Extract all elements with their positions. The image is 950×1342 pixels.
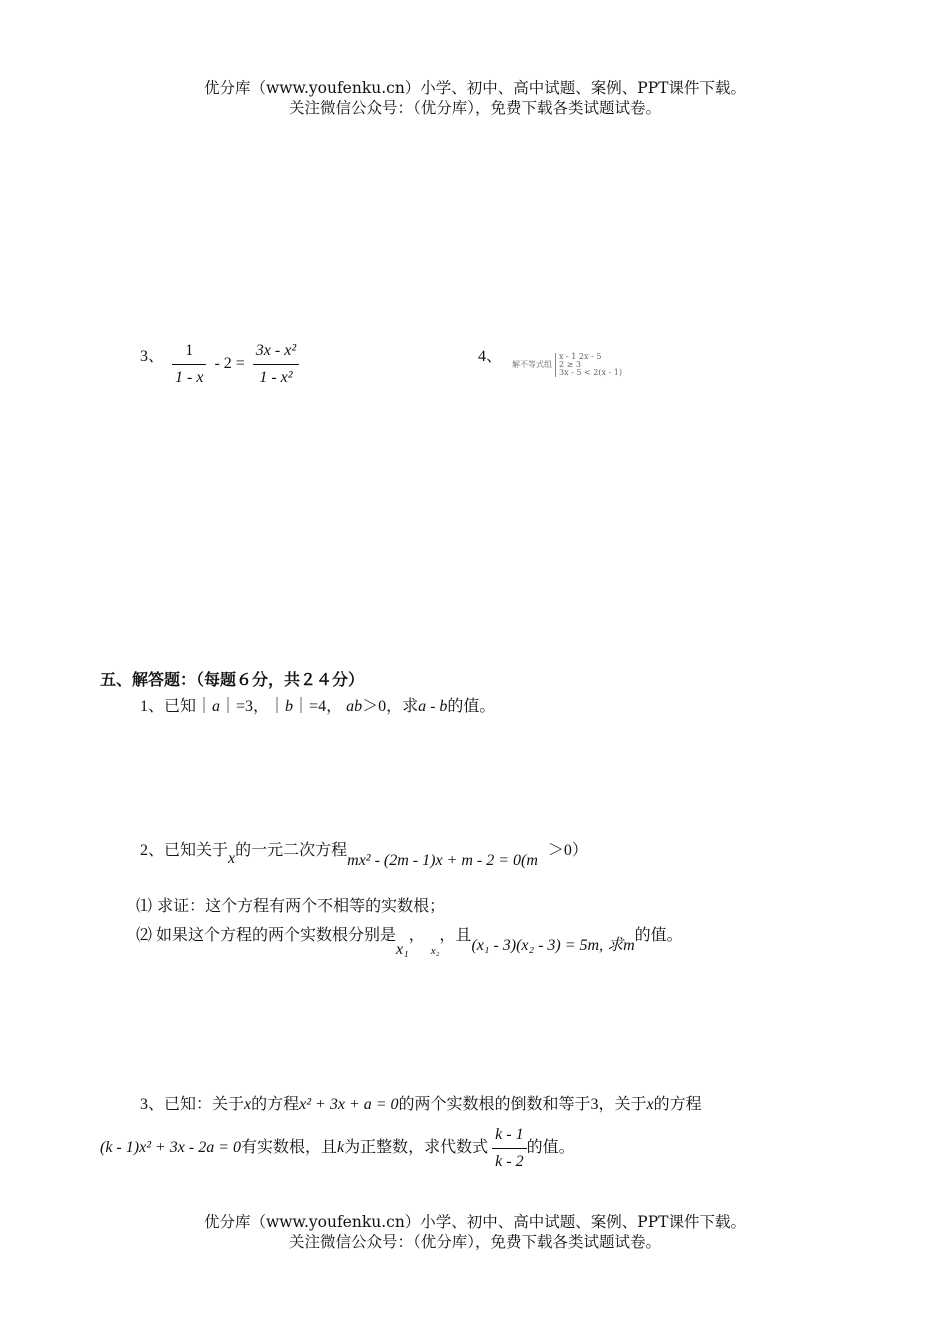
q2-label: 2、已知关于 xyxy=(140,842,229,859)
system-brace xyxy=(555,353,556,377)
q3-line-1b: 的方程 xyxy=(251,1096,300,1113)
q2-sub-2a: ⑵ 如果这个方程的两个实数根分别是 xyxy=(136,927,397,944)
q3-line-1d: 的方程 xyxy=(653,1096,702,1113)
problem-4-label: 4、 xyxy=(478,348,503,365)
q2-var-x: x xyxy=(228,850,236,867)
fraction-1-numerator: 1 xyxy=(172,340,206,365)
q2-condition: ＞0） xyxy=(547,842,588,859)
inequality-row-1b: 2 ≥ 3 xyxy=(559,360,581,369)
q2-comma: ， xyxy=(408,927,425,944)
q2-x2: x₂ xyxy=(430,945,440,957)
q3-var-k: k xyxy=(337,1139,345,1157)
inequality-rows xyxy=(559,353,622,377)
q2-sub-2-equation: (x₁ - 3)(x₂ - 3) = 5m, 求m xyxy=(471,937,635,954)
q2-mid: 的一元二次方程 xyxy=(235,842,348,859)
inequality-row-1: x - 1 2x - 5 xyxy=(559,352,602,361)
q3-line-1a: 3、已知：关于 xyxy=(140,1096,245,1113)
q3-line-1c: 的两个实数根的倒数和等于3，关于 xyxy=(398,1096,647,1113)
problem-3-equation xyxy=(172,340,299,389)
q1-mid-2: ｜=4， xyxy=(293,698,343,715)
question-3-line-1 xyxy=(140,1094,702,1116)
fraction-2-numerator: 3x - x² xyxy=(253,340,299,365)
fraction-2 xyxy=(253,340,299,389)
header-line-1: 优分库（www.youfenku.cn）小学、初中、高中试题、案例、PPT课件下载。 xyxy=(203,79,747,97)
q3-equation-1: x² + 3x + a = 0 xyxy=(299,1096,399,1113)
q2-sub-2 xyxy=(136,925,683,958)
footer-line-1: 优分库（www.youfenku.cn）小学、初中、高中试题、案例、PPT课件下载。 xyxy=(203,1213,747,1231)
inequality-system xyxy=(512,353,622,377)
q2-equation: mx² - (2m - 1)x + m - 2 = 0(m xyxy=(347,852,538,869)
section-5-title: 五、解答题：（每题６分，共２４分） xyxy=(100,670,365,689)
fraction-2-denominator: 1 - x² xyxy=(259,369,293,386)
q1-var-a: a xyxy=(212,698,221,715)
q1-end: 的值。 xyxy=(447,698,496,715)
q3-fraction-denominator: k - 2 xyxy=(495,1153,524,1170)
q3-fraction-numerator: k - 1 xyxy=(492,1124,526,1149)
q1-mid-1: ｜=3，｜ xyxy=(220,698,286,715)
q1-ab: ab xyxy=(346,698,363,715)
question-1 xyxy=(140,696,495,718)
question-2 xyxy=(140,840,588,869)
header-line-2: 关注微信公众号：（优分库），免费下载各类试题试卷。 xyxy=(288,99,661,117)
q3-line-2b: 为正整数，求代数式 xyxy=(344,1139,489,1157)
q3-fraction xyxy=(492,1124,526,1173)
equation-middle: - 2 = xyxy=(214,355,245,373)
question-3-line-2 xyxy=(100,1124,575,1173)
q1-a-minus-b: a - b xyxy=(418,698,448,715)
q2-sub-2-end: 的值。 xyxy=(634,927,683,944)
inequality-row-2: 3x - 5 < 2(x - 1) xyxy=(559,368,622,377)
q3-var-x-a: x xyxy=(244,1096,252,1113)
q1-label: 1、已知｜ xyxy=(140,698,213,715)
inequality-system-text: 解不等式组 xyxy=(512,360,552,369)
q1-var-b: b xyxy=(285,698,294,715)
q1-gt: ＞0，求 xyxy=(362,698,419,715)
q2-x1: x₁ xyxy=(396,941,409,958)
q3-line-2a: 有实数根，且 xyxy=(241,1139,338,1157)
fraction-1-denominator: 1 - x xyxy=(175,369,204,386)
footer-line-2: 关注微信公众号：（优分库），免费下载各类试题试卷。 xyxy=(288,1233,661,1251)
q2-sub-1: ⑴ 求证：这个方程有两个不相等的实数根； xyxy=(136,896,446,915)
q3-equation-2: (k - 1)x² + 3x - 2a = 0 xyxy=(100,1139,242,1157)
problem-3-label: 3、 xyxy=(140,348,165,365)
q3-line-2c: 的值。 xyxy=(526,1139,575,1157)
q2-sub-2b: ，且 xyxy=(439,927,472,944)
q3-var-x-b: x xyxy=(646,1096,654,1113)
fraction-1 xyxy=(172,340,206,389)
